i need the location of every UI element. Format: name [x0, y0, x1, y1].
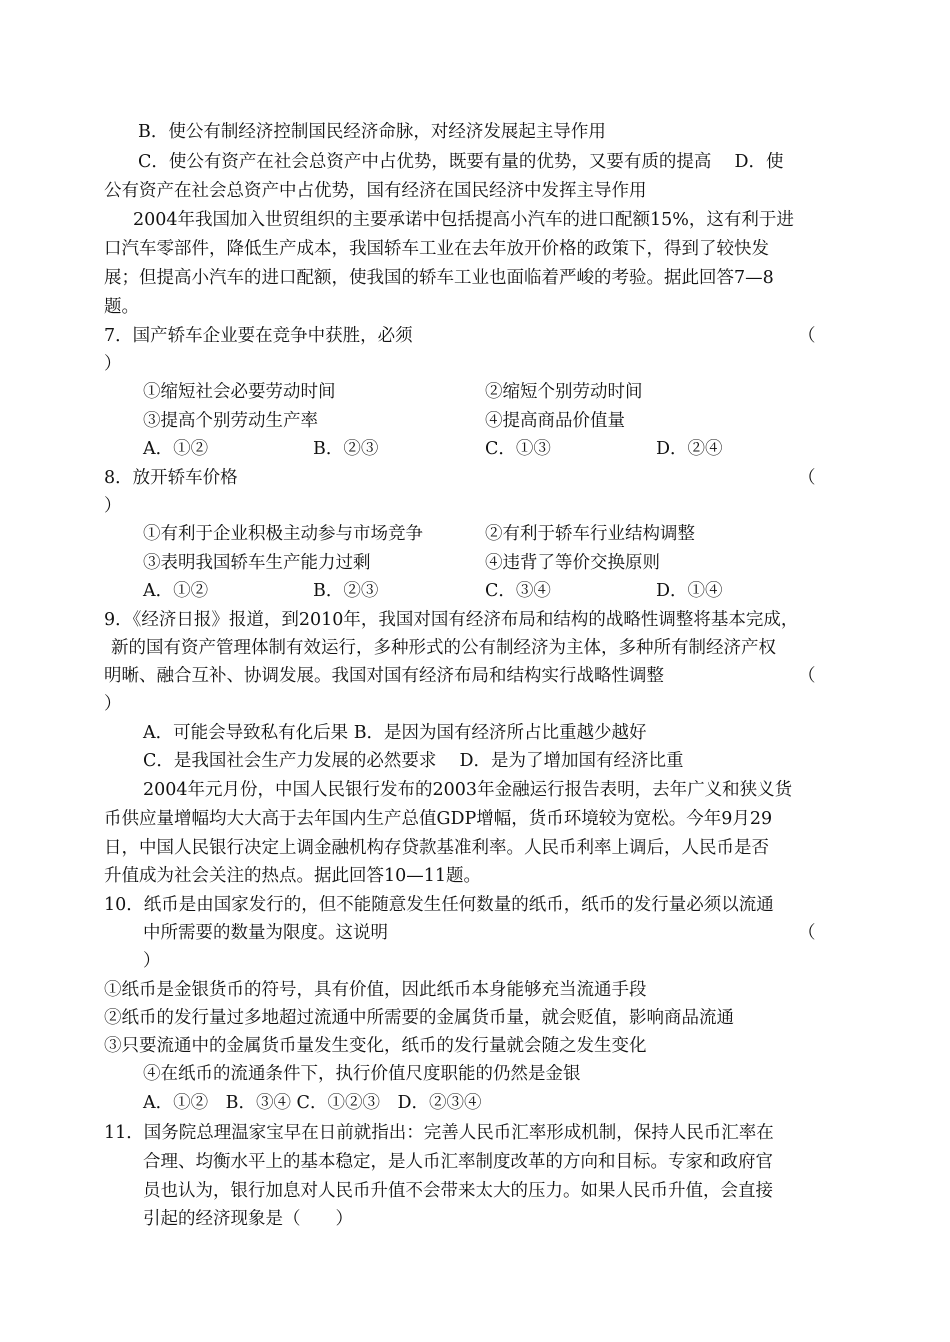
choice-item: ②纸币的发行量过多地超过流通中所需要的金属货币量，就会贬值，影响商品流通: [104, 1008, 734, 1028]
option-c: C．③④: [485, 581, 551, 601]
question-11-stem: 员也认为，银行加息对人民币升值不会带来太大的压力。如果人民币升值，会直接: [143, 1181, 773, 1201]
option-c-q6: C．使公有资产在社会总资产中占优势，既要有量的优势，又要有质的提高 D．使: [138, 152, 784, 172]
question-10-stem: 中所需要的数量为限度。这说明: [143, 923, 388, 943]
question-11-stem: 11．国务院总理温家宝早在日前就指出：完善人民币汇率形成机制，保持人民币汇率在: [104, 1123, 774, 1143]
passage-7-8-line: 口汽车零部件，降低生产成本，我国轿车工业在去年放开价格的政策下，得到了较快发: [104, 239, 769, 259]
choice-item: ①纸币是金银货币的符号，具有价值，因此纸币本身能够充当流通手段: [104, 980, 647, 1000]
answer-paren-open: （: [798, 326, 816, 346]
option-a: A．①②: [143, 439, 209, 459]
answer-paren-open: （: [798, 923, 816, 943]
options-row: A．①② B．③④ C．①②③ D．②③④: [143, 1093, 482, 1113]
answer-paren-close: ）: [104, 354, 122, 374]
choice-item: ②缩短个别劳动时间: [485, 382, 643, 402]
passage-7-8-line: 2004年我国加入世贸组织的主要承诺中包括提高小汽车的进口配额15%，这有利于进: [133, 210, 794, 230]
answer-paren-open: （: [798, 666, 816, 686]
option-d: D．②④: [656, 439, 723, 459]
question-9-stem: 明晰、融合互补、协调发展。我国对国有经济布局和结构实行战略性调整: [104, 666, 664, 686]
choice-item: ①有利于企业积极主动参与市场竞争: [143, 524, 423, 544]
answer-paren-close: ）: [104, 496, 122, 516]
answer-paren-close: ）: [143, 951, 161, 971]
options-a-b: A．可能会导致私有化后果 B．是因为国有经济所占比重越少越好: [143, 723, 647, 743]
question-11-stem: 引起的经济现象是（ ）: [143, 1209, 353, 1229]
choice-item: ③只要流通中的金属货币量发生变化，纸币的发行量就会随之发生变化: [104, 1036, 647, 1056]
choice-item: ①缩短社会必要劳动时间: [143, 382, 336, 402]
option-d: D．①④: [656, 581, 723, 601]
answer-paren-close: ）: [104, 694, 122, 714]
question-9-stem: 9．《经济日报》报道，到2010年，我国对国有经济布局和结构的战略性调整将基本完成，: [104, 610, 799, 630]
choice-item: ④违背了等价交换原则: [485, 553, 660, 573]
option-b: B．②③: [313, 581, 379, 601]
answer-paren-open: （: [798, 468, 816, 488]
question-10-stem: 10．纸币是由国家发行的，但不能随意发生任何数量的纸币，纸币的发行量必须以流通: [104, 895, 774, 915]
question-9-stem: 新的国有资产管理体制有效运行，多种形式的公有制经济为主体，多种所有制经济产权: [111, 638, 776, 658]
option-c: C．①③: [485, 439, 551, 459]
passage-10-11-line: 币供应量增幅均大大高于去年国内生产总值GDP增幅，货币环境较为宽松。今年9月29: [104, 809, 773, 829]
passage-7-8-line: 题。: [104, 297, 139, 317]
option-d-q6-cont: 公有资产在社会总资产中占优势，国有经济在国民经济中发挥主导作用: [104, 181, 647, 201]
choice-item: ④在纸币的流通条件下，执行价值尺度职能的仍然是金银: [143, 1064, 581, 1084]
options-c-d: C．是我国社会生产力发展的必然要求 D．是为了增加国有经济比重: [143, 751, 684, 771]
choice-item: ③表明我国轿车生产能力过剩: [143, 553, 371, 573]
passage-10-11-line: 升值成为社会关注的热点。据此回答10—11题。: [104, 866, 482, 886]
option-a: A．①②: [143, 581, 209, 601]
choice-item: ②有利于轿车行业结构调整: [485, 524, 695, 544]
question-7-stem: 7．国产轿车企业要在竞争中获胜，必须: [104, 326, 413, 346]
passage-10-11-line: 日，中国人民银行决定上调金融机构存贷款基准利率。人民币利率上调后，人民币是否: [104, 838, 769, 858]
passage-7-8-line: 展；但提高小汽车的进口配额，使我国的轿车工业也面临着严峻的考验。据此回答7—8: [104, 268, 774, 288]
option-b: B．②③: [313, 439, 379, 459]
choice-item: ④提高商品价值量: [485, 411, 625, 431]
passage-10-11-line: 2004年元月份，中国人民银行发布的2003年金融运行报告表明，去年广义和狭义货: [143, 780, 793, 800]
option-b-q6: B．使公有制经济控制国民经济命脉，对经济发展起主导作用: [138, 122, 606, 142]
question-8-stem: 8．放开轿车价格: [104, 468, 238, 488]
question-11-stem: 合理、均衡水平上的基本稳定，是人币汇率制度改革的方向和目标。专家和政府官: [143, 1152, 773, 1172]
choice-item: ③提高个别劳动生产率: [143, 411, 318, 431]
